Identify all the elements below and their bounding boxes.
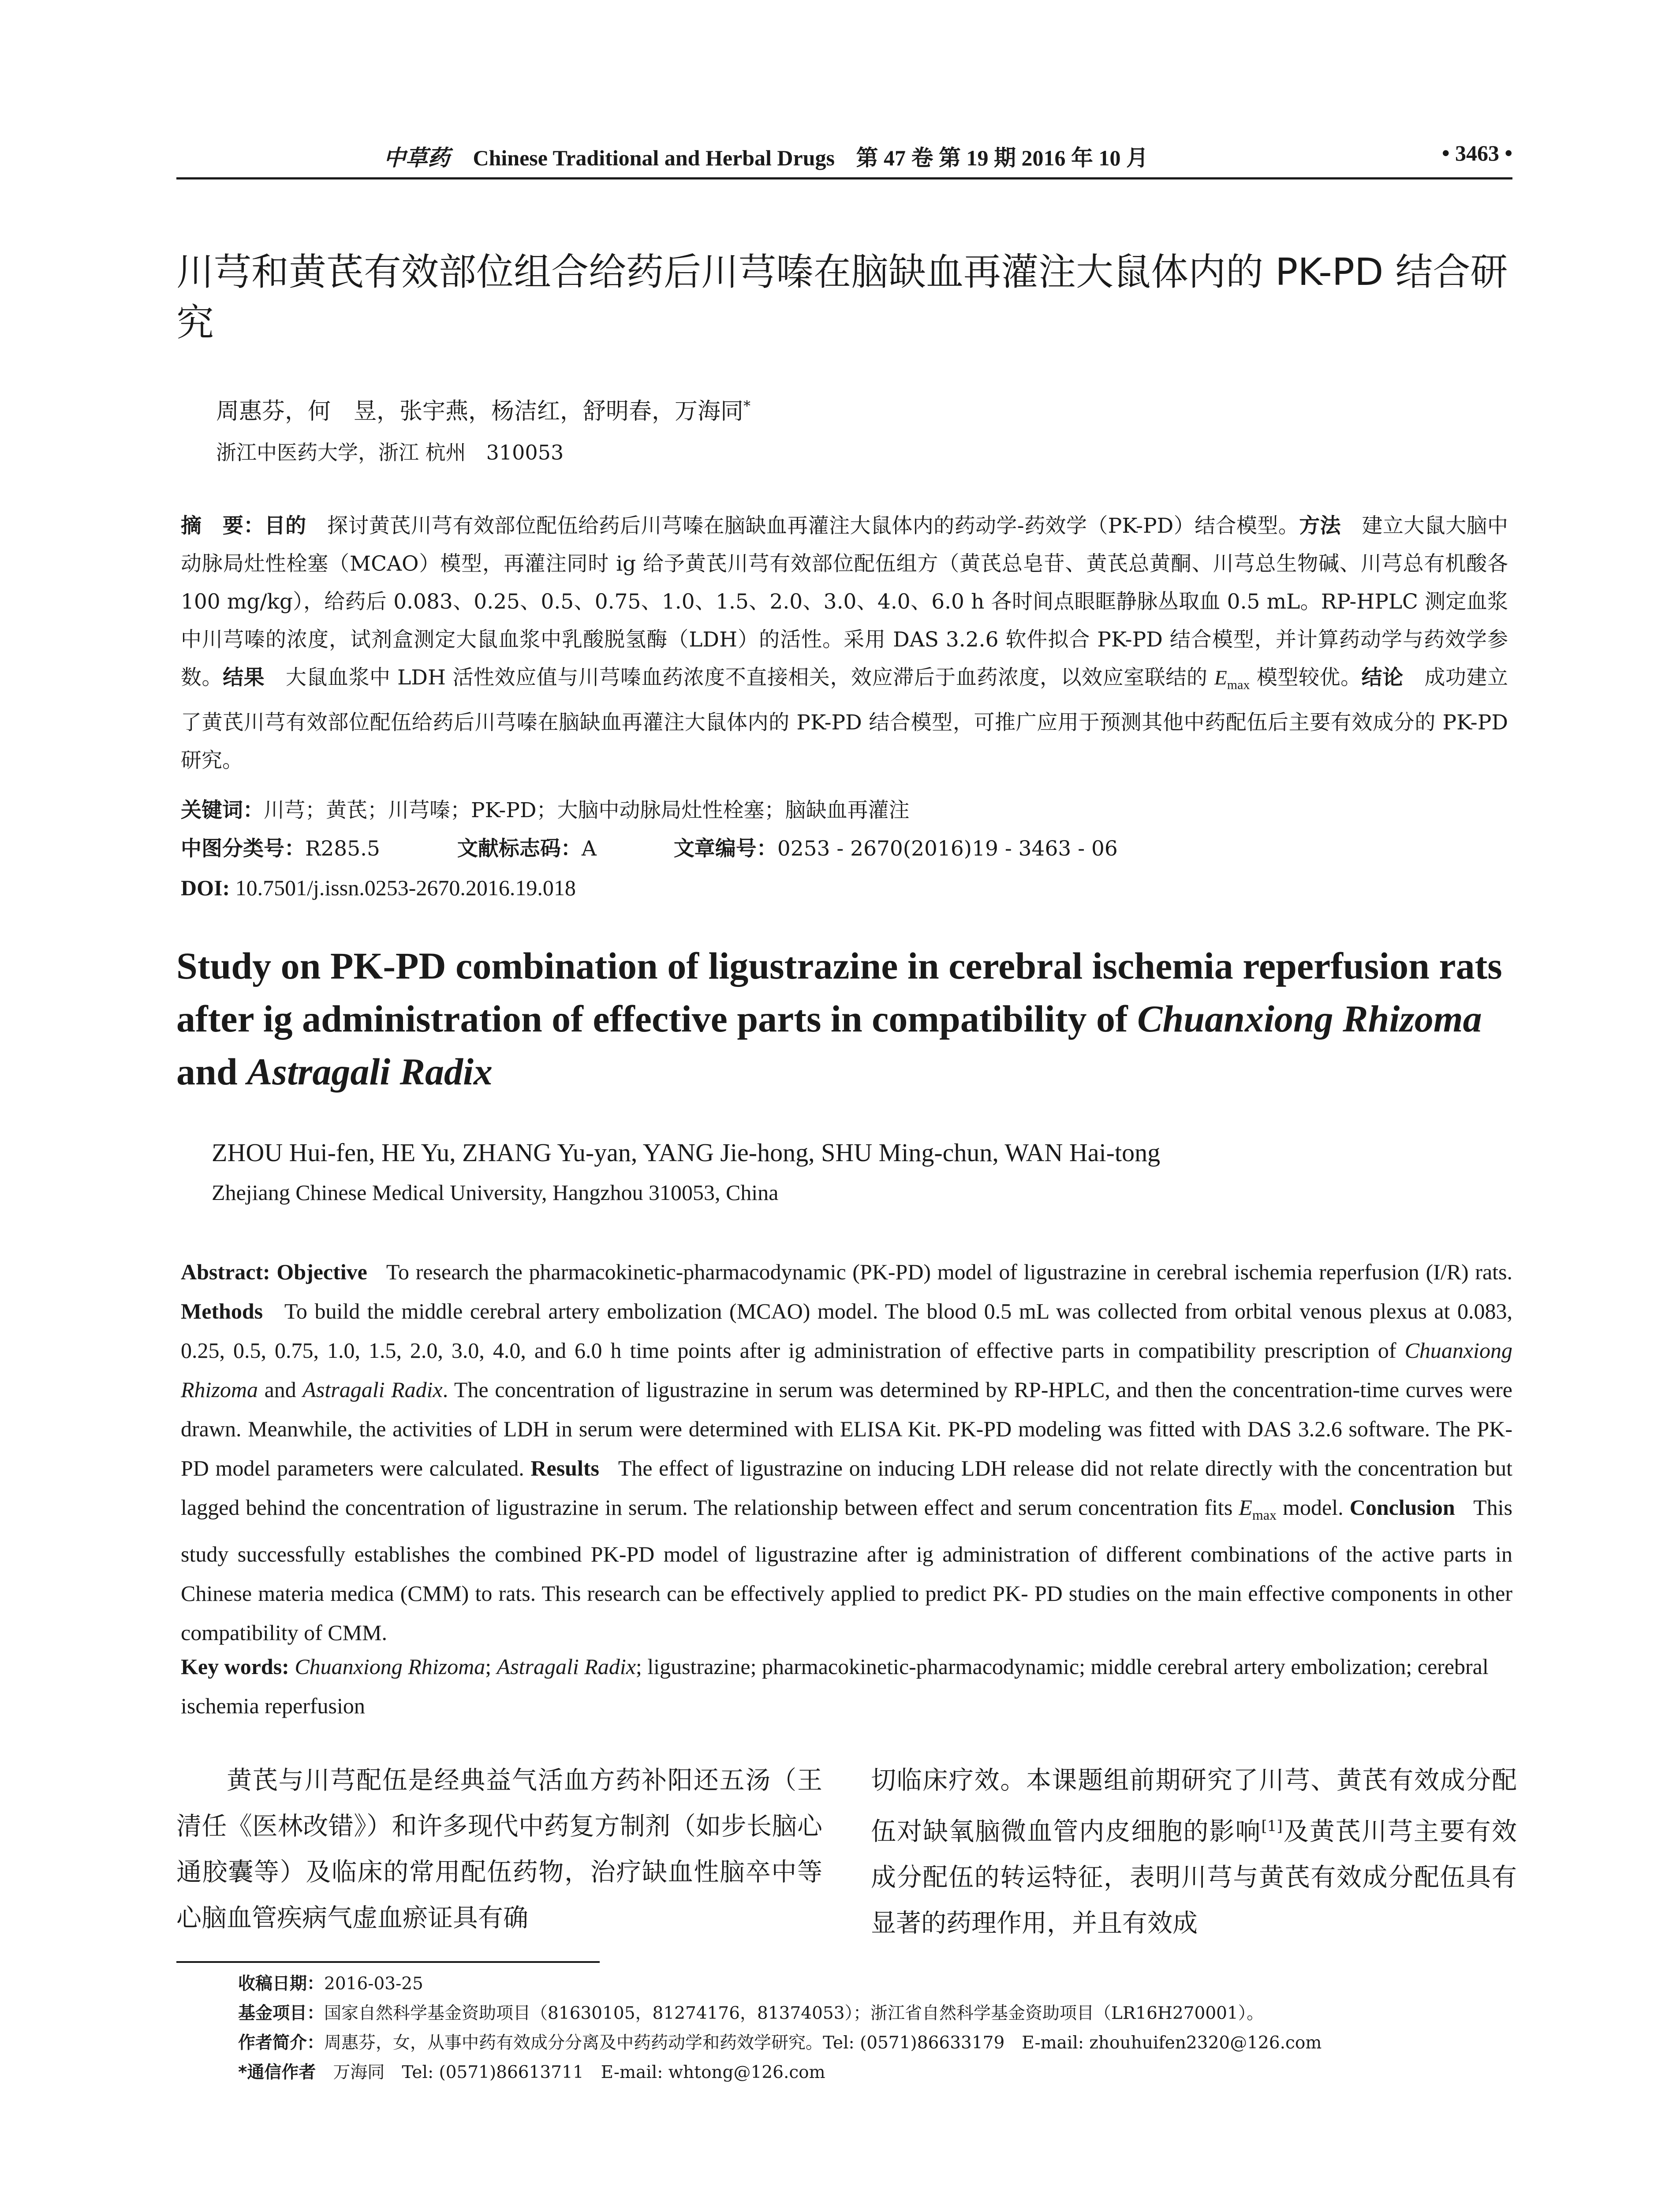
- clc-label: 中图分类号：: [181, 837, 305, 861]
- methods-label: 方法: [1299, 514, 1341, 538]
- citation-ref: [1]: [1261, 1817, 1283, 1835]
- footnote-received: [238, 1969, 1517, 1999]
- en-keywords-label: Key words:: [181, 1654, 289, 1679]
- body-right-text-end: 及黄芪川芎主要有效成分配伍的转运特征，表明川芎与黄芪有效成分配伍具有显著的药理作用，并且有效成: [871, 1817, 1517, 1938]
- chinese-keywords: [181, 792, 1508, 830]
- footnote-fund: [238, 1999, 1517, 2028]
- received-date: 2016-03-25: [324, 1974, 423, 1994]
- corresponding-label: *通信作者: [238, 2063, 316, 2082]
- received-label: 收稿日期：: [238, 1974, 325, 1994]
- en-conclusion-text: This study successfully establishes the combined PK-PD model of ligustrazine after ig administration of different combinations of the active parts in Chinese materia medica (CMM) to rats. This research can be effectively applied to predict PK- PD studies on the main effective components in other compatibility of CMM.: [181, 1495, 1512, 1645]
- keywords-label: 关键词：: [181, 798, 264, 822]
- results-text: 大鼠血浆中 LDH 活性效应值与川芎嗪血药浓度不直接相关，效应滞后于血药浓度，以效应室联结的: [285, 665, 1215, 690]
- english-abstract: [181, 1252, 1512, 1652]
- journal-name-en: Chinese Traditional and Herbal Drugs: [473, 146, 835, 170]
- en-methods-text-end: . The concentration of ligustrazine in serum was determined by RP-HPLC, and then the concentration-time curves were drawn. Meanwhile, the activities of LDH in serum were determined with ELISA Kit. PK-PD modeling was fitted with DAS 3.2.6 software. The PK-PD model parameters were calculated.: [181, 1377, 1512, 1480]
- chinese-title: 川芎和黄芪有效部位组合给药后川芎嗪在脑缺血再灌注大鼠体内的 PK-PD 结合研究: [176, 250, 1508, 345]
- english-title-text: Study on PK-PD combination of ligustrazine in cerebral ischemia reperfusion rats after ig administration of effective parts in compatibility of: [176, 945, 1502, 1040]
- en-keywords-rest: ; ligustrazine; pharmacokinetic-pharmacodynamic; middle cerebral artery embolization; cerebral ischemia reperfusion: [181, 1654, 1489, 1718]
- body-right-text: 切临床疗效。本课题组前期研究了川芎、黄芪有效成分配伍对缺氧脑微血管内皮细胞的影响: [871, 1766, 1517, 1846]
- conclusion-text: 成功建立了黄芪川芎有效部位配伍给药后川芎嗪在脑缺血再灌注大鼠体内的 PK-PD 结合模型，可推广应用于预测其他中药配伍后主要有效成分的 PK-PD 研究。: [181, 665, 1508, 773]
- chinese-abstract: [181, 507, 1508, 780]
- english-affiliation: Zhejiang Chinese Medical University, Hangzhou 310053, China: [212, 1180, 779, 1205]
- objective-label: 目的: [264, 514, 306, 538]
- chinese-author-list: 周惠芬，何 昱，张宇燕，杨洁红，舒明春，万海同: [216, 398, 744, 425]
- clc-number: [181, 830, 380, 868]
- doc-value: A: [581, 837, 597, 861]
- methods-text: 建立大鼠大脑中动脉局灶性栓塞（MCAO）模型，再灌注同时 ig 给予黄芪川芎有效部位配伍组方（黄芪总皂苷、黄芪总黄酮、川芎总生物碱、川芎总有机酸各 100 mg/kg），给药后 0.083、0.25、0.5、0.75、1.0、1.5、2.0、3.0、4.0、6.0 h 各时间点眼眶静脉丛取血 0.5 mL。RP-HPLC 测定血浆中川芎嗪的浓度，试剂盒测定大鼠血浆中乳酸脱氢酶（LDH）的活性。采用 DAS 3.2.6 软件拟合 PK-PD 结合模型，并计算药动学与药效学参数。: [181, 514, 1508, 690]
- classification-line: [181, 830, 1371, 868]
- en-methods-label: Methods: [181, 1299, 263, 1323]
- en-keyword-italic-1: Chuanxiong Rhizoma: [295, 1654, 485, 1679]
- fund-label: 基金项目：: [238, 2003, 325, 2023]
- english-title: [176, 939, 1512, 1098]
- header-divider: [176, 177, 1512, 179]
- running-header: [176, 140, 1512, 176]
- article-number: [674, 830, 1118, 868]
- journal-line: [384, 140, 1148, 172]
- author-text: 周惠芬，女，从事中药有效成分分离及中药药动学和药效学研究。Tel: (0571)86633179 E-mail: zhouhuifen2320@126.com: [324, 2033, 1322, 2053]
- emax-symbol: E: [1214, 666, 1227, 689]
- doc-label: 文献标志码：: [457, 837, 582, 861]
- en-methods-text: To build the middle cerebral artery embolization (MCAO) model. The blood 0.5 mL was collected from orbital venous plexus at 0.083, 0.25, 0.5, 0.75, 1.0, 1.5, 2.0, 3.0, 4.0, and 6.0 h time points after ig administration of effective parts in compatibility prescription of: [181, 1299, 1512, 1363]
- english-authors: ZHOU Hui-fen, HE Yu, ZHANG Yu-yan, YANG Jie-hong, SHU Ming-chun, WAN Hai-tong: [212, 1138, 1161, 1167]
- footnotes: [238, 1969, 1517, 2087]
- corresponding-mark: *: [743, 397, 751, 415]
- page-number: • 3463 •: [1441, 141, 1512, 165]
- english-keywords: [181, 1647, 1512, 1726]
- en-emax-symbol: E: [1239, 1495, 1252, 1520]
- abstract-label: 摘 要：: [181, 514, 265, 538]
- en-results-label: Results: [530, 1456, 599, 1480]
- conclusion-label: 结论: [1361, 665, 1404, 690]
- en-methods-italic-2: Astragali Radix: [302, 1377, 443, 1402]
- en-keyword-italic-2: Astragali Radix: [497, 1654, 636, 1679]
- objective-text: 探讨黄芪川芎有效部位配伍给药后川芎嗪在脑缺血再灌注大鼠体内的药动学-药效学（PK-PD）结合模型。: [327, 514, 1299, 538]
- en-objective-text: To research the pharmacokinetic-pharmacodynamic (PK-PD) model of ligustrazine in cerebral ischemia reperfusion (I/R) rats.: [386, 1259, 1512, 1284]
- emax-subscript: max: [1227, 677, 1250, 692]
- doi-label: DOI:: [181, 875, 230, 900]
- footnote-divider: [176, 1961, 600, 1963]
- keywords-text: 川芎；黄芪；川芎嗪；PK-PD；大脑中动脉局灶性栓塞；脑缺血再灌注: [264, 798, 910, 822]
- results-text-end: 模型较优。: [1250, 665, 1362, 690]
- chinese-affiliation: 浙江中医药大学，浙江 杭州 310053: [216, 441, 564, 464]
- body-column-left: 黄芪与川芎配伍是经典益气活血方药补阳还五汤（王清任《医林改错》）和许多现代中药复方制剂（如步长脑心通胶囊等）及临床的常用配伍药物，治疗缺血性脑卒中等心脑血管疾病气虚血瘀证具有确: [176, 1766, 822, 1932]
- footnote-corresponding: [238, 2058, 1517, 2087]
- en-results-text: The effect of ligustrazine on inducing LDH release did not relate directly with the concentration but lagged behind the concentration of ligustrazine in serum. The relationship between effect and serum concentration fits: [181, 1456, 1513, 1520]
- en-methods-and: and: [258, 1377, 303, 1402]
- journal-name-cn: 中草药: [384, 145, 450, 171]
- body-column-right: [871, 1757, 1517, 1946]
- journal-issue: 第 47 卷 第 19 期 2016 年 10 月: [856, 146, 1148, 170]
- en-keyword-separator: ;: [485, 1654, 497, 1679]
- article-value: 0253 - 2670(2016)19 - 3463 - 06: [777, 837, 1118, 861]
- en-methods-italic-1: Chuanxiong Rhizoma: [181, 1338, 1512, 1402]
- corresponding-text: 万海同 Tel: (0571)86613711 E-mail: whtong@126.com: [333, 2063, 825, 2082]
- article-label: 文章编号：: [673, 837, 777, 861]
- document-code: [457, 830, 597, 868]
- results-label: 结果: [223, 665, 265, 690]
- en-emax-subscript: max: [1252, 1507, 1277, 1523]
- en-results-text-end: model.: [1277, 1495, 1344, 1520]
- author-label: 作者简介：: [238, 2033, 325, 2053]
- fund-text: 国家自然科学基金资助项目（81630105，81274176，81374053）；浙江省自然科学基金资助项目（LR16H270001）。: [324, 2003, 1264, 2023]
- clc-value: R285.5: [305, 837, 380, 861]
- doi-value: 10.7501/j.issn.0253-2670.2016.19.018: [235, 875, 576, 900]
- english-title-italic-2: Astragali Radix: [247, 1050, 493, 1093]
- footnote-author: [238, 2028, 1517, 2058]
- chinese-authors: [216, 392, 750, 426]
- en-conclusion-label: Conclusion: [1349, 1495, 1455, 1520]
- en-objective-label: Abstract: Objective: [181, 1259, 367, 1284]
- doi-line: [181, 869, 1508, 907]
- english-title-and: and: [176, 1050, 247, 1093]
- english-title-italic-1: Chuanxiong Rhizoma: [1137, 998, 1482, 1040]
